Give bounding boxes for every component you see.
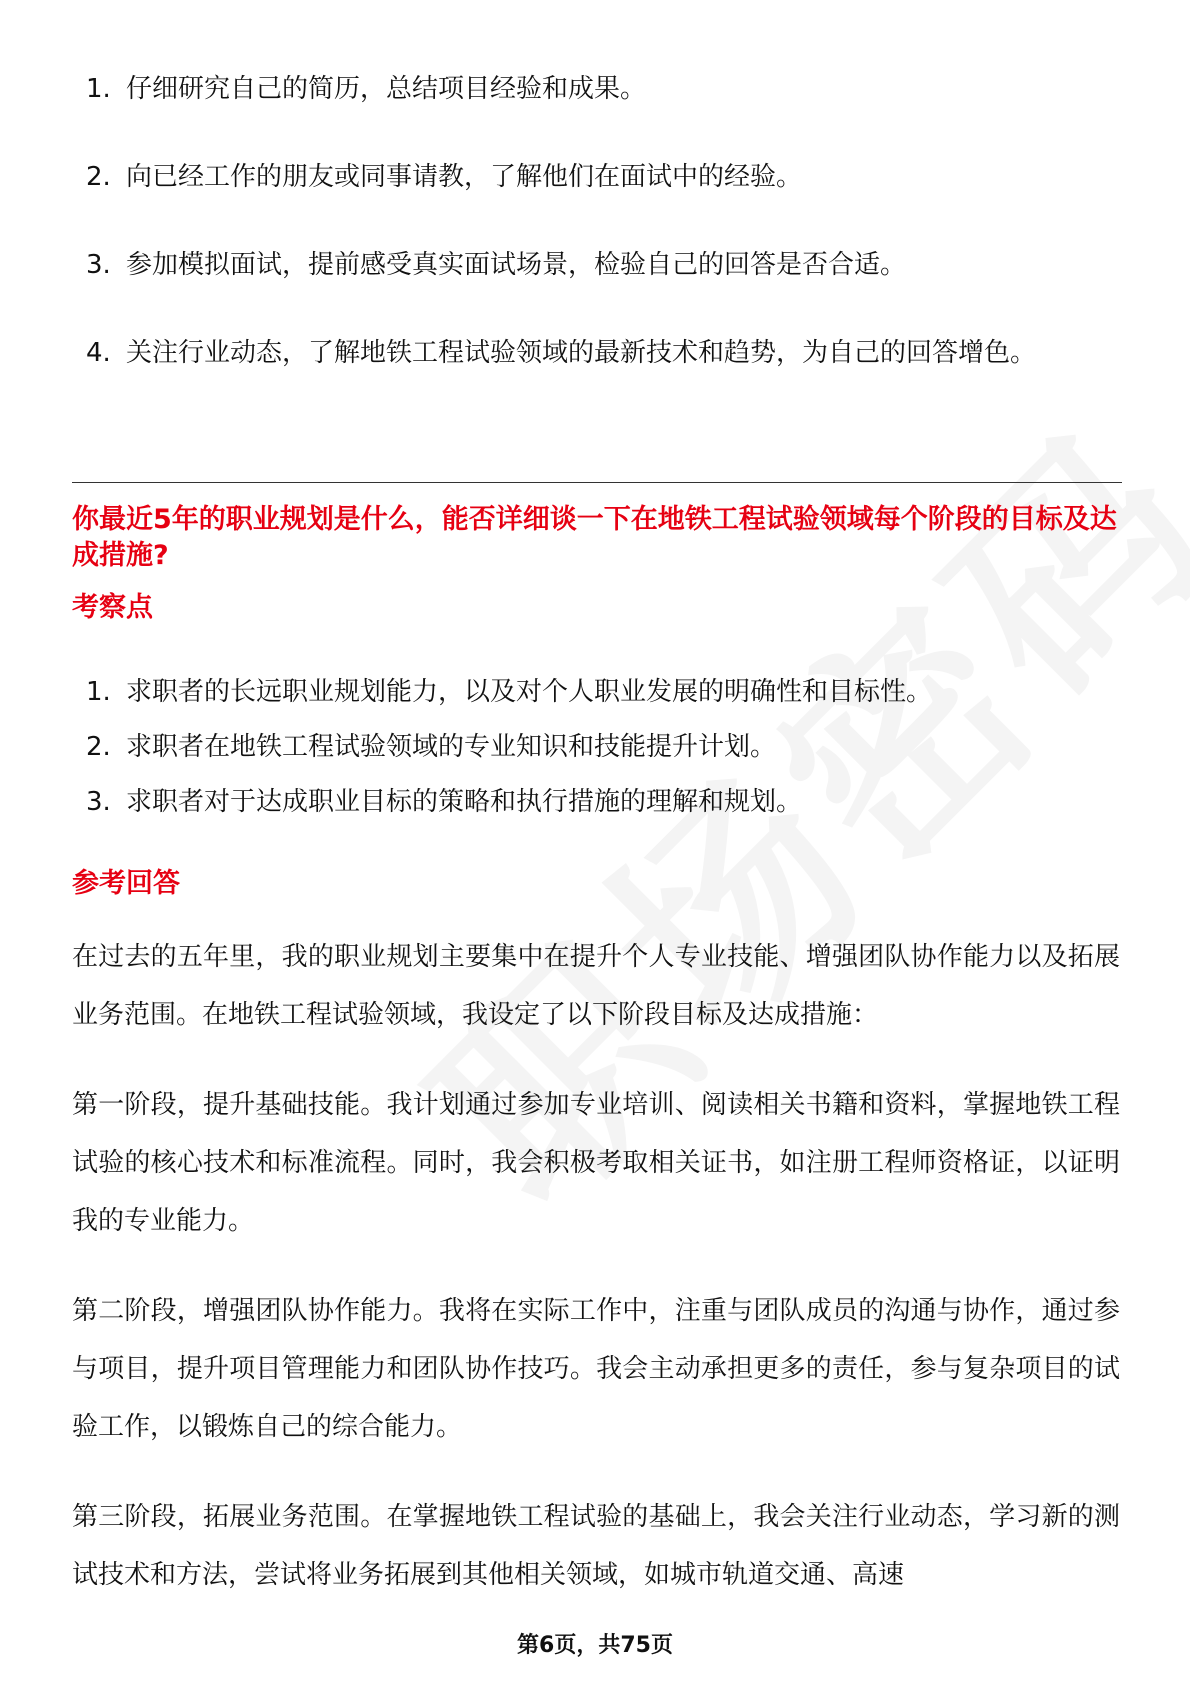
- answer-paragraph: 第三阶段，拓展业务范围。在掌握地铁工程试验的基础上，我会关注行业动态，学习新的测试技术和方法，尝试将业务拓展到其他相关领域，如城市轨道交通、高速: [72, 1502, 1120, 1590]
- list-number: 2.: [86, 162, 111, 192]
- list-item: [86, 729, 1096, 765]
- assessment-title: 考察点: [72, 592, 153, 623]
- section-divider: [72, 482, 1122, 483]
- list-text: 求职者的长远职业规划能力，以及对个人职业发展的明确性和目标性。: [126, 677, 933, 707]
- list-item: [86, 236, 1096, 294]
- list-text: 求职者在地铁工程试验领域的专业知识和技能提升计划。: [126, 732, 777, 762]
- page-footer: 第6页，共75页: [517, 1633, 673, 1658]
- list-text: 关注行业动态，了解地铁工程试验领域的最新技术和趋势，为自己的回答增色。: [126, 338, 1037, 368]
- list-number: 1.: [86, 677, 111, 707]
- list-text: 参加模拟面试，提前感受真实面试场景，检验自己的回答是否合适。: [126, 250, 907, 280]
- list-item: [86, 60, 1096, 118]
- list-item: [86, 674, 1096, 710]
- list-number: 3.: [86, 787, 111, 817]
- preparation-list: [86, 60, 1096, 412]
- list-text: 求职者对于达成职业目标的策略和执行措施的理解和规划。: [126, 787, 803, 817]
- list-number: 3.: [86, 250, 111, 280]
- list-number: 2.: [86, 732, 111, 762]
- list-text: 仔细研究自己的简历，总结项目经验和成果。: [126, 74, 647, 104]
- answer-paragraph: 在过去的五年里，我的职业规划主要集中在提升个人专业技能、增强团队协作能力以及拓展业务范围。在地铁工程试验领域，我设定了以下阶段目标及达成措施：: [72, 942, 1120, 1030]
- list-number: 1.: [86, 74, 111, 104]
- list-text: 向已经工作的朋友或同事请教，了解他们在面试中的经验。: [126, 162, 803, 192]
- list-item: [86, 324, 1096, 382]
- answer-title: 参考回答: [72, 868, 180, 899]
- answer-paragraph: 第二阶段，增强团队协作能力。我将在实际工作中，注重与团队成员的沟通与协作，通过参与项目，提升项目管理能力和团队协作技巧。我会主动承担更多的责任，参与复杂项目的试验工作，以锻炼自己的综合能力。: [72, 1296, 1120, 1442]
- answer-paragraph: 第一阶段，提升基础技能。我计划通过参加专业培训、阅读相关书籍和资料，掌握地铁工程试验的核心技术和标准流程。同时，我会积极考取相关证书，如注册工程师资格证，以证明我的专业能力。: [72, 1090, 1120, 1236]
- list-number: 4.: [86, 338, 111, 368]
- question-heading: 你最近5年的职业规划是什么，能否详细谈一下在地铁工程试验领域每个阶段的目标及达成措施?: [72, 504, 1117, 571]
- list-item: [86, 784, 1096, 820]
- list-item: [86, 148, 1096, 206]
- assessment-list: [86, 674, 1096, 839]
